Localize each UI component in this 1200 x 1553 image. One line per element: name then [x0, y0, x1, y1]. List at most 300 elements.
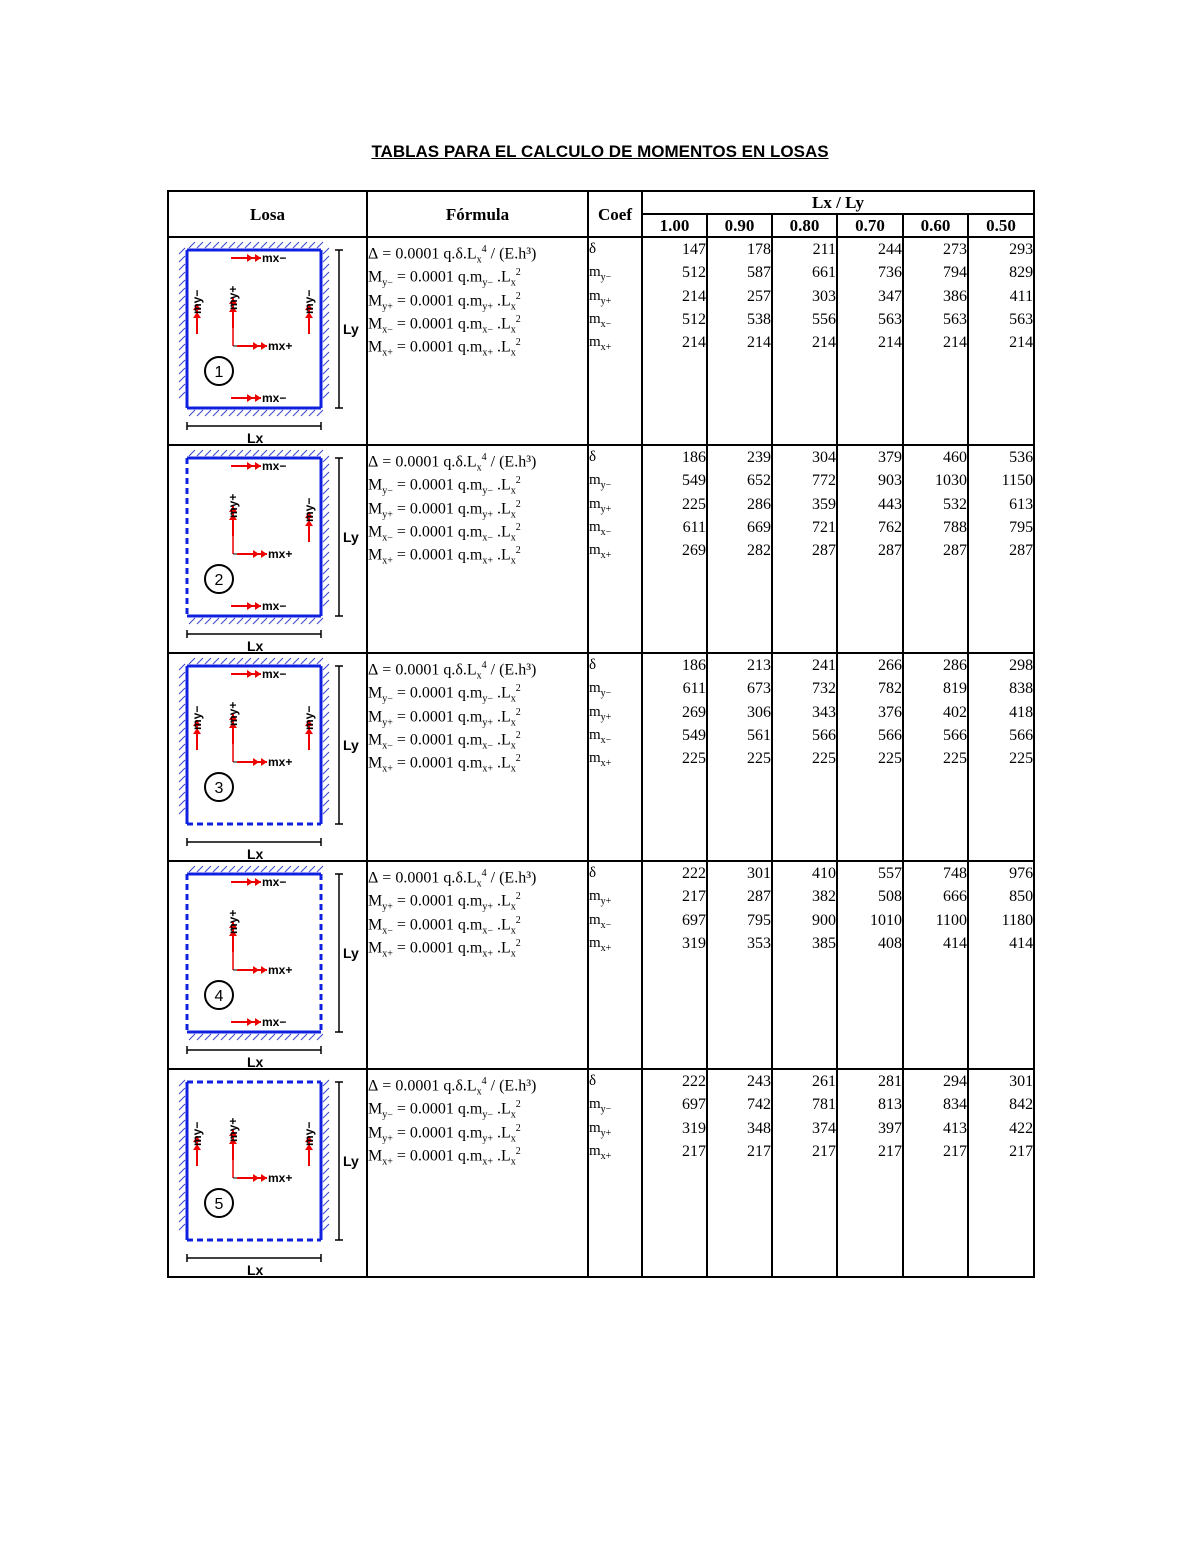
moment-label: mx+: [268, 547, 293, 561]
value-cell: 225: [682, 750, 706, 768]
value-cell: 301: [747, 865, 771, 882]
value-cell: 762: [878, 518, 902, 536]
coef-line: $m_{y+}$: [589, 703, 612, 723]
value-cell: 376: [878, 703, 902, 721]
header-coef: Coef: [588, 191, 642, 237]
value-cell: 566: [1009, 726, 1034, 744]
value-cell: 214: [1009, 334, 1034, 352]
value-cell: 353: [747, 934, 771, 952]
value-cell: 829: [1009, 264, 1034, 282]
moment-label: my−: [190, 289, 204, 314]
page-title: TABLAS PARA EL CALCULO DE MOMENTOS EN LOSAS: [371, 142, 829, 161]
formula-line: Δ = 0.0001 $q.\delta.L_x^4 / (E.h^3)$: [368, 244, 537, 266]
formula-line: $M_{y+} = 0.0001$ $q.m_{y+}$ $.L_x^2$: [368, 290, 521, 313]
formulas-cell: [367, 1069, 588, 1277]
moment-label: my−: [190, 705, 204, 730]
formula-line: $M_{y-} = 0.0001$ $q.m_{y-}$ $.L_x^2$: [368, 1099, 521, 1121]
formula-line: $M_{x-} = 0.0001$ $q.m_{x-}$ $.L_x^2$: [368, 521, 521, 544]
value-cell: 903: [878, 472, 902, 490]
svg-text:4: 4: [214, 988, 224, 1005]
value-cell: 397: [878, 1119, 902, 1137]
value-cell: 742: [747, 1096, 771, 1114]
value-cell: 225: [747, 750, 771, 768]
value-cell: 772: [812, 472, 836, 490]
formula-line: Δ = 0.0001 $q.\delta.L_x^4 / (E.h^3)$: [368, 452, 537, 474]
value-cell: 795: [1009, 518, 1034, 536]
value-cell: 269: [682, 703, 706, 721]
coef-line: $m_{y-}$: [589, 472, 612, 492]
value-column-cell: [772, 1069, 837, 1277]
moment-arrow-icon: [231, 878, 261, 886]
value-cell: 782: [878, 680, 902, 698]
moment-label: my+: [226, 1117, 240, 1142]
value-cell: 225: [943, 750, 967, 768]
value-cell: 178: [747, 241, 771, 258]
svg-text:Lx: Lx: [247, 1054, 264, 1070]
coef-line: δ: [589, 449, 597, 465]
moment-label: mx+: [268, 1171, 293, 1185]
value-column-cell: [707, 1069, 772, 1277]
moment-arrow-icon: [231, 670, 261, 678]
value-cell: 287: [747, 888, 771, 906]
value-column-cell: [772, 653, 837, 861]
value-cell: 556: [812, 310, 836, 328]
value-cell: 411: [1009, 287, 1034, 305]
lx-dimension: [187, 1254, 321, 1278]
value-cell: 661: [812, 264, 836, 282]
svg-text:1: 1: [214, 364, 224, 381]
slab-number-badge: [205, 981, 233, 1009]
value-cell: 697: [682, 1096, 706, 1114]
value-cell: 214: [878, 334, 902, 352]
value-cell: 186: [682, 449, 706, 466]
formula-line: $M_{y+} = 0.0001$ $q.m_{y+}$ $.L_x^2$: [368, 1122, 521, 1145]
value-cell: 414: [1009, 934, 1034, 952]
moment-label: mx−: [262, 459, 287, 473]
value-cell: 508: [878, 888, 902, 906]
coef-line: $m_{x+}$: [589, 334, 612, 354]
value-column-cell: [707, 445, 772, 653]
value-cell: 306: [747, 703, 771, 721]
value-column-cell: [837, 861, 903, 1069]
svg-text:Ly: Ly: [343, 945, 359, 961]
ly-dimension: [335, 250, 359, 408]
moment-label: mx−: [262, 875, 287, 889]
formulas-cell: [367, 653, 588, 861]
coef-line: δ: [589, 657, 597, 673]
value-cell: 261: [812, 1073, 836, 1090]
value-cell: 611: [682, 518, 706, 536]
value-cell: 147: [682, 241, 706, 258]
moment-arrow-icon: [231, 394, 261, 402]
value-cell: 347: [878, 287, 902, 305]
value-cell: 386: [943, 287, 967, 305]
moment-label: mx−: [262, 391, 287, 405]
value-cell: 736: [878, 264, 902, 282]
value-cell: 819: [943, 680, 967, 698]
value-cell: 213: [747, 657, 771, 674]
svg-text:2: 2: [214, 572, 224, 589]
slab-number-badge: [205, 773, 233, 801]
value-cell: 269: [682, 542, 706, 560]
slab-number-badge: [205, 565, 233, 593]
coef-cell: [588, 1069, 642, 1277]
value-cell: 225: [682, 495, 706, 513]
moment-arrow-icon: [237, 758, 267, 766]
value-cell: 385: [812, 934, 836, 952]
value-cell: 850: [1009, 888, 1034, 906]
moment-arrow-icon: [231, 602, 261, 610]
slab-diagram: [169, 1070, 366, 1280]
formula-line: $M_{y+} = 0.0001$ $q.m_{y+}$ $.L_x^2$: [368, 498, 521, 521]
value-column-cell: [903, 861, 968, 1069]
coef-line: $m_{x-}$: [589, 310, 612, 330]
value-cell: 211: [812, 241, 836, 258]
moment-label: my+: [226, 493, 240, 518]
value-cell: 243: [747, 1073, 771, 1090]
moment-arrow-icon: [231, 1018, 261, 1026]
value-cell: 225: [812, 750, 836, 768]
value-column-cell: [642, 237, 707, 445]
table-body: [168, 237, 1034, 1277]
value-cell: 239: [747, 449, 771, 466]
slab-row: [168, 1069, 1034, 1277]
coef-line: δ: [589, 865, 597, 881]
coef-line: $m_{x-}$: [589, 518, 612, 538]
value-cell: 217: [682, 1142, 706, 1160]
value-cell: 257: [747, 287, 771, 305]
value-cell: 286: [943, 657, 967, 674]
moment-label: my−: [190, 1121, 204, 1146]
slab-diagram: [169, 654, 366, 864]
value-cell: 374: [812, 1119, 836, 1137]
ratio-header: 0.90: [707, 214, 772, 237]
value-cell: 217: [943, 1142, 967, 1160]
ly-dimension: [335, 666, 359, 824]
value-column-cell: [837, 237, 903, 445]
value-cell: 557: [878, 865, 902, 882]
ly-dimension: [335, 874, 359, 1032]
value-column-cell: [772, 445, 837, 653]
value-cell: 287: [1009, 542, 1034, 560]
value-column-cell: [772, 237, 837, 445]
value-cell: 538: [747, 310, 771, 328]
value-cell: 732: [812, 680, 836, 698]
slab-diagram-cell: [168, 653, 367, 861]
value-cell: 587: [747, 264, 771, 282]
value-cell: 1010: [870, 911, 902, 929]
value-cell: 512: [682, 264, 706, 282]
value-cell: 788: [943, 518, 967, 536]
ratio-header: 0.50: [968, 214, 1034, 237]
svg-text:Lx: Lx: [247, 846, 264, 862]
value-cell: 566: [943, 726, 967, 744]
value-column-cell: [903, 445, 968, 653]
moment-arrow-icon: [231, 462, 261, 470]
value-cell: 834: [943, 1096, 967, 1114]
value-cell: 414: [943, 934, 967, 952]
value-column-cell: [903, 237, 968, 445]
value-column-cell: [968, 861, 1034, 1069]
value-cell: 721: [812, 518, 836, 536]
value-cell: 303: [812, 287, 836, 305]
value-column-cell: [903, 653, 968, 861]
value-cell: 293: [1009, 241, 1034, 258]
value-cell: 214: [682, 334, 706, 352]
svg-text:Lx: Lx: [247, 430, 264, 446]
slab-diagram: [169, 238, 366, 448]
coef-line: $m_{x-}$: [589, 911, 612, 931]
coef-cell: [588, 861, 642, 1069]
formula-line: $M_{x+} = 0.0001$ $q.m_{x+}$ $.L_x^2$: [368, 1145, 521, 1168]
moment-label: mx−: [262, 251, 287, 265]
value-cell: 319: [682, 934, 706, 952]
value-cell: 186: [682, 657, 706, 674]
value-column-cell: [642, 653, 707, 861]
moment-arrow-icon: [237, 342, 267, 350]
moment-label: my−: [302, 289, 316, 314]
value-cell: 217: [682, 888, 706, 906]
svg-text:Lx: Lx: [247, 1262, 264, 1278]
moment-label: mx+: [268, 339, 293, 353]
lx-dimension: [187, 630, 321, 654]
moment-label: mx−: [262, 1015, 287, 1029]
value-cell: 287: [812, 542, 836, 560]
formulas-cell: [367, 445, 588, 653]
value-cell: 222: [682, 865, 706, 882]
ratio-header: 0.80: [772, 214, 837, 237]
value-cell: 838: [1009, 680, 1034, 698]
formula-line: $M_{y+} = 0.0001$ $q.m_{y+}$ $.L_x^2$: [368, 706, 521, 729]
value-column-cell: [837, 653, 903, 861]
formula-line: Δ = 0.0001 $q.\delta.L_x^4 / (E.h^3)$: [368, 1076, 537, 1098]
moment-arrow-icon: [237, 550, 267, 558]
formula-line: Δ = 0.0001 $q.\delta.L_x^4 / (E.h^3)$: [368, 660, 537, 682]
formula-line: $M_{x-} = 0.0001$ $q.m_{x-}$ $.L_x^2$: [368, 313, 521, 336]
value-cell: 214: [682, 287, 706, 305]
value-cell: 536: [1009, 449, 1034, 466]
slab-row: [168, 653, 1034, 861]
value-cell: 282: [747, 542, 771, 560]
svg-text:Ly: Ly: [343, 1153, 359, 1169]
value-cell: 266: [878, 657, 902, 674]
value-cell: 813: [878, 1096, 902, 1114]
value-cell: 287: [943, 542, 967, 560]
coef-line: $m_{y-}$: [589, 680, 612, 700]
lx-dimension: [187, 1046, 321, 1070]
value-cell: 222: [682, 1073, 706, 1090]
value-cell: 794: [943, 264, 967, 282]
formulas-cell: [367, 861, 588, 1069]
value-cell: 225: [878, 750, 902, 768]
moment-label: mx+: [268, 755, 293, 769]
value-cell: 976: [1009, 865, 1034, 882]
ly-dimension: [335, 1082, 359, 1240]
value-cell: 379: [878, 449, 902, 466]
value-cell: 214: [943, 334, 967, 352]
moment-arrow-icon: [231, 254, 261, 262]
slab-diagram: [169, 446, 366, 656]
moments-table: [167, 190, 1035, 1278]
coef-line: δ: [589, 1073, 597, 1089]
formulas-cell: [367, 237, 588, 445]
value-cell: 666: [943, 888, 967, 906]
value-cell: 241: [812, 657, 836, 674]
value-cell: 512: [682, 310, 706, 328]
value-cell: 795: [747, 911, 771, 929]
moment-label: my+: [226, 909, 240, 934]
coef-cell: [588, 653, 642, 861]
value-cell: 781: [812, 1096, 836, 1114]
value-cell: 669: [747, 518, 771, 536]
slab-diagram-cell: [168, 861, 367, 1069]
moment-label: mx−: [262, 667, 287, 681]
value-column-cell: [968, 653, 1034, 861]
coef-line: $m_{x+}$: [589, 1142, 612, 1162]
value-cell: 563: [943, 310, 967, 328]
value-cell: 301: [1009, 1073, 1034, 1090]
value-column-cell: [903, 1069, 968, 1277]
header-ratio: Lx / Ly: [642, 191, 1034, 214]
value-cell: 900: [812, 911, 836, 929]
value-cell: 273: [943, 241, 967, 258]
formula-line: $M_{x+} = 0.0001$ $q.m_{x+}$ $.L_x^2$: [368, 337, 521, 359]
lx-dimension: [187, 838, 321, 862]
value-cell: 748: [943, 865, 967, 882]
moment-arrow-icon: [237, 966, 267, 974]
moment-label: my−: [302, 497, 316, 522]
value-cell: 549: [682, 472, 706, 490]
header-formula: Fórmula: [367, 191, 588, 237]
value-cell: 217: [812, 1142, 836, 1160]
ratio-header: 1.00: [642, 214, 707, 237]
value-cell: 652: [747, 472, 771, 490]
value-cell: 460: [943, 449, 967, 466]
value-cell: 613: [1009, 495, 1034, 513]
value-cell: 225: [1009, 750, 1034, 768]
value-cell: 298: [1009, 657, 1034, 674]
value-cell: 402: [943, 703, 967, 721]
value-cell: 286: [747, 495, 771, 513]
value-cell: 563: [1009, 310, 1034, 328]
ratio-header: 0.60: [903, 214, 968, 237]
value-cell: 418: [1009, 703, 1034, 721]
svg-text:Lx: Lx: [247, 638, 264, 654]
value-column-cell: [642, 1069, 707, 1277]
value-column-cell: [968, 445, 1034, 653]
slab-diagram-cell: [168, 1069, 367, 1277]
value-column-cell: [837, 1069, 903, 1277]
value-cell: 214: [747, 334, 771, 352]
ratio-header: 0.70: [837, 214, 903, 237]
value-column-cell: [968, 1069, 1034, 1277]
formula-line: $M_{y-} = 0.0001$ $q.m_{y-}$ $.L_x^2$: [368, 683, 521, 705]
formula-line: $M_{x+} = 0.0001$ $q.m_{x+}$ $.L_x^2$: [368, 937, 521, 960]
value-cell: 294: [943, 1073, 967, 1090]
moment-arrow-icon: [237, 1174, 267, 1182]
slab-diagram-cell: [168, 445, 367, 653]
svg-text:5: 5: [214, 1196, 224, 1213]
slab-row: [168, 861, 1034, 1069]
value-cell: 281: [878, 1073, 902, 1090]
svg-text:3: 3: [214, 780, 224, 797]
moment-label: mx−: [262, 599, 287, 613]
value-column-cell: [968, 237, 1034, 445]
svg-text:Ly: Ly: [343, 529, 359, 545]
formula-line: $M_{x+} = 0.0001$ $q.m_{x+}$ $.L_x^2$: [368, 753, 521, 775]
value-cell: 217: [878, 1142, 902, 1160]
value-column-cell: [642, 445, 707, 653]
value-cell: 244: [878, 241, 902, 258]
value-column-cell: [772, 861, 837, 1069]
moment-label: my+: [226, 285, 240, 310]
slab-row: [168, 445, 1034, 653]
formula-line: $M_{x-} = 0.0001$ $q.m_{x-}$ $.L_x^2$: [368, 729, 521, 752]
slab-diagram-cell: [168, 237, 367, 445]
value-column-cell: [837, 445, 903, 653]
value-cell: 382: [812, 888, 836, 906]
value-cell: 532: [943, 495, 967, 513]
value-cell: 1150: [1001, 472, 1034, 490]
value-cell: 214: [812, 334, 836, 352]
value-cell: 422: [1009, 1119, 1034, 1137]
value-cell: 1180: [1001, 911, 1034, 929]
moment-label: mx+: [268, 963, 293, 977]
value-cell: 563: [878, 310, 902, 328]
coef-line: $m_{y+}$: [589, 287, 612, 307]
svg-text:Ly: Ly: [343, 737, 359, 753]
value-cell: 359: [812, 495, 836, 513]
formula-line: $M_{x+} = 0.0001$ $q.m_{x+}$ $.L_x^2$: [368, 545, 521, 567]
moment-label: my+: [226, 701, 240, 726]
value-cell: 549: [682, 726, 706, 744]
value-cell: 561: [747, 726, 771, 744]
value-cell: 697: [682, 911, 706, 929]
slab-diagram: [169, 862, 366, 1072]
coef-line: $m_{x+}$: [589, 542, 612, 562]
slab-number-badge: [205, 357, 233, 385]
value-cell: 1100: [935, 911, 967, 929]
value-cell: 566: [812, 726, 836, 744]
value-cell: 343: [812, 703, 836, 721]
value-cell: 1030: [935, 472, 967, 490]
slab-number-badge: [205, 1189, 233, 1217]
coef-line: $m_{x-}$: [589, 726, 612, 746]
formula-line: $M_{y-} = 0.0001$ $q.m_{y-}$ $.L_x^2$: [368, 475, 521, 497]
value-cell: 217: [1009, 1142, 1034, 1160]
value-column-cell: [642, 861, 707, 1069]
formula-line: $M_{x-} = 0.0001$ $q.m_{x-}$ $.L_x^2$: [368, 914, 521, 937]
value-cell: 566: [878, 726, 902, 744]
value-cell: 842: [1009, 1096, 1034, 1114]
coef-line: $m_{y+}$: [589, 888, 612, 908]
value-cell: 287: [878, 542, 902, 560]
formula-line: $M_{y-} = 0.0001$ $q.m_{y-}$ $.L_x^2$: [368, 267, 521, 289]
coef-line: $m_{y-}$: [589, 264, 612, 284]
value-cell: 304: [812, 449, 836, 466]
value-cell: 348: [747, 1119, 771, 1137]
value-cell: 319: [682, 1119, 706, 1137]
slab-row: [168, 237, 1034, 445]
coef-line: $m_{x+}$: [589, 934, 612, 954]
coef-line: $m_{x+}$: [589, 750, 612, 770]
ly-dimension: [335, 458, 359, 616]
value-cell: 410: [812, 865, 836, 882]
value-cell: 673: [747, 680, 771, 698]
value-cell: 408: [878, 934, 902, 952]
coef-line: $m_{y-}$: [589, 1096, 612, 1116]
value-cell: 413: [943, 1119, 967, 1137]
